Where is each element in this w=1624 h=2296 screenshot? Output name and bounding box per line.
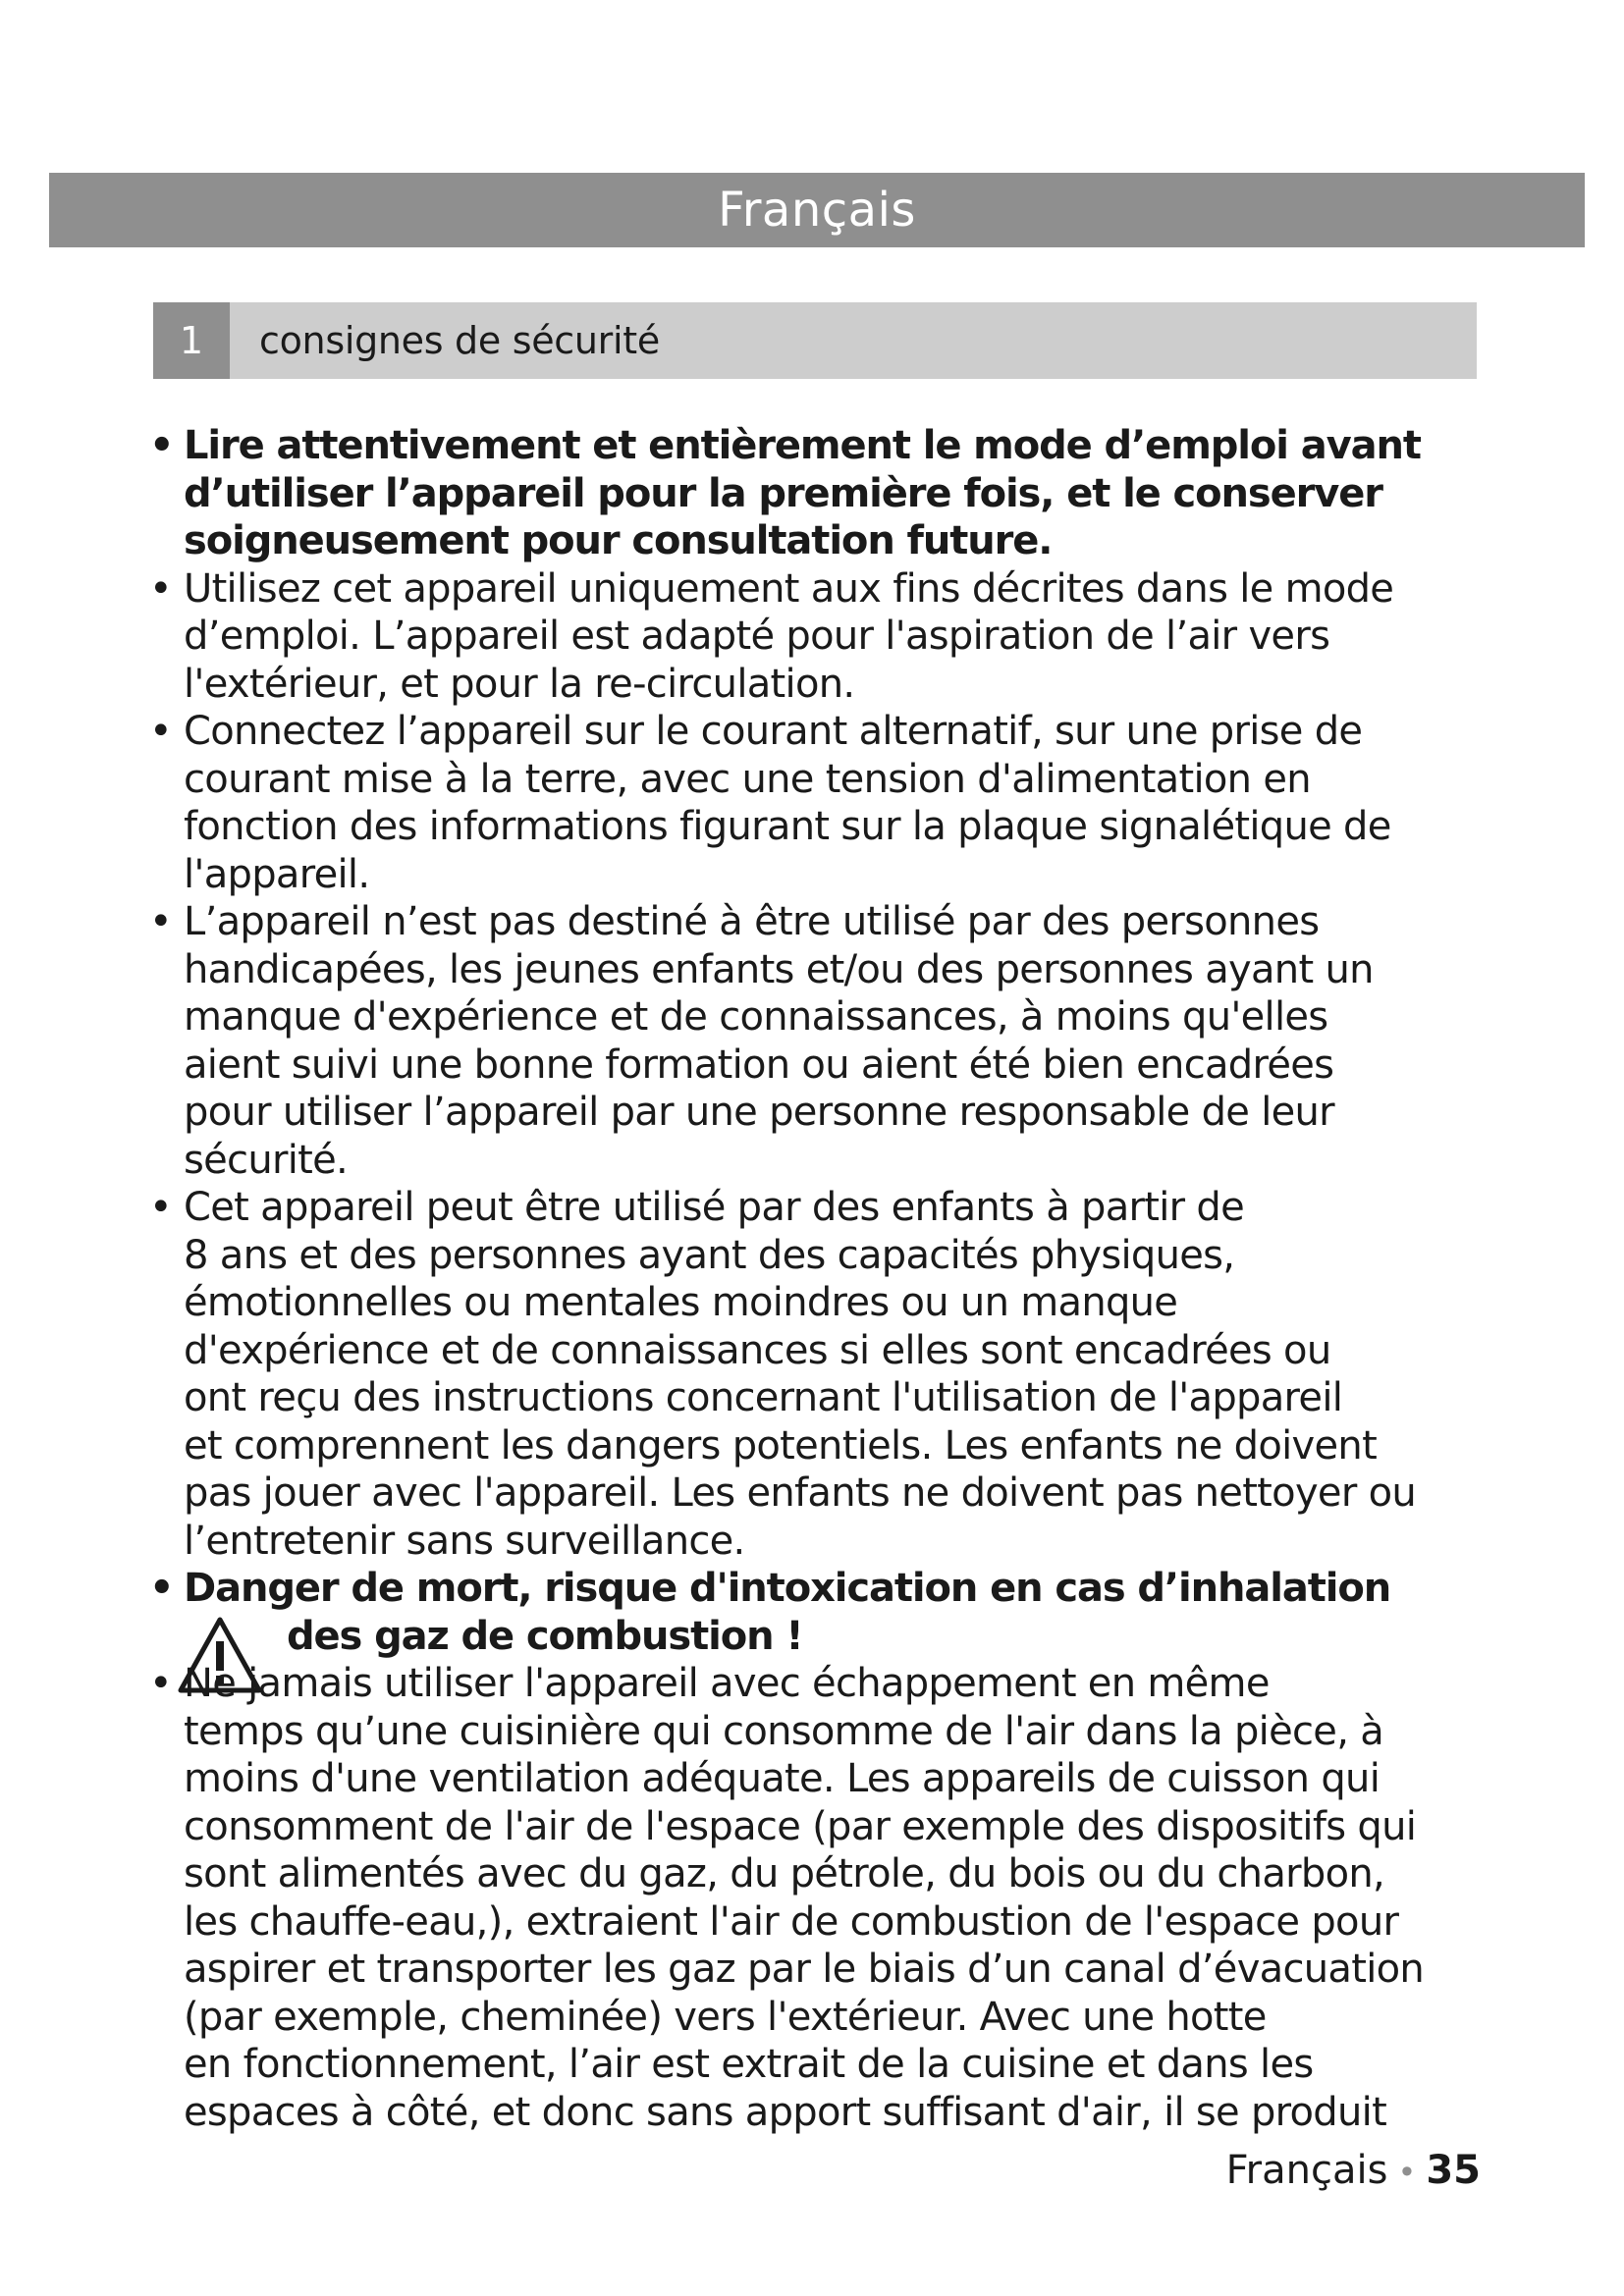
text-line: l'extérieur, et pour la re-circulation. (184, 661, 855, 707)
page-footer (1226, 2148, 1481, 2193)
text-line: et comprennent les dangers potentiels. Les enfants ne doivent (184, 1422, 1378, 1468)
text-line: d’emploi. L’appareil est adapté pour l'aspiration de l’air vers (184, 614, 1330, 659)
section-title: consignes de sécurité (259, 319, 660, 362)
text-line: émotionnelles ou mentales moindres ou un manque (184, 1280, 1178, 1325)
text-line: soigneusement pour consultation future. (184, 518, 1053, 563)
text-line: en fonctionnement, l’air est extrait de la cuisine et dans les (184, 2042, 1314, 2087)
bullet: • (149, 899, 172, 944)
text-line: Cet appareil peut être utilisé par des enfants à partir de (184, 1185, 1245, 1230)
section-number: 1 (153, 302, 230, 379)
bullet: • (149, 1566, 174, 1611)
text-line: les chauffe-eau,), extraient l'air de combustion de l'espace pour (184, 1898, 1399, 1945)
bullet: • (149, 565, 172, 612)
text-line: courant mise à la terre, avec une tension d'alimentation en (184, 756, 1311, 802)
list-item (147, 1660, 1492, 2136)
bullet: • (149, 423, 174, 468)
footer-language: Français (1225, 2148, 1388, 2193)
text-line: pour utiliser l’appareil par une personne responsable de leur (184, 1090, 1334, 1135)
text-line: (par exemple, cheminée) vers l'extérieur. Avec une hotte (184, 1994, 1267, 2040)
text-line: handicapées, les jeunes enfants et/ou des personnes ayant un (184, 946, 1374, 992)
footer-separator: • (1397, 2154, 1417, 2191)
text-line: l’entretenir sans surveillance. (184, 1518, 745, 1564)
text-line: L’appareil n’est pas destiné à être utilisé par des personnes (184, 899, 1320, 944)
text-line: d'expérience et de connaissances si elles sont encadrées ou (184, 1327, 1331, 1373)
text-line: Utilisez cet appareil uniquement aux fins décrites dans le mode (184, 565, 1394, 612)
text-line: fonction des informations figurant sur la plaque signalétique de (184, 804, 1391, 849)
warning-line: Danger de mort, risque d'intoxication en cas d’inhalation (184, 1566, 1391, 1611)
text-line: sont alimentés avec du gaz, du pétrole, du bois ou du charbon, (184, 1851, 1385, 1896)
bullet: • (149, 1185, 172, 1230)
warning-item (147, 1565, 1492, 1660)
text-line: consomment de l'air de l'espace (par exemple des dispositifs qui (184, 1803, 1417, 1849)
text-line: aient suivi une bonne formation ou aient été bien encadrées (184, 1041, 1334, 1088)
text-line: sécurité. (184, 1137, 349, 1183)
bullet: • (149, 709, 172, 754)
text-line: l'appareil. (184, 851, 370, 897)
text-line: temps qu’une cuisinière qui consomme de l'air dans la pièce, à (184, 1708, 1384, 1754)
page-number: 35 (1426, 2148, 1481, 2193)
text-line: Ne jamais utiliser l'appareil avec échappement en même (184, 1661, 1270, 1706)
text-line: Connectez l’appareil sur le courant alternatif, sur une prise de (184, 709, 1363, 754)
safety-list (147, 422, 1492, 2136)
list-item (147, 898, 1492, 1184)
text-line: moins d'une ventilation adéquate. Les appareils de cuisson qui (184, 1756, 1380, 1801)
warning-line: des gaz de combustion ! (287, 1613, 803, 1659)
list-item (147, 565, 1492, 709)
text-line: ont reçu des instructions concernant l'utilisation de l'appareil (184, 1375, 1343, 1420)
text-line: manque d'expérience et de connaissances, à moins qu'elles (184, 994, 1328, 1040)
bullet: • (149, 1661, 172, 1706)
text-line: aspirer et transporter les gaz par le biais d’un canal d’évacuation (184, 1947, 1425, 1992)
text-line: 8 ans et des personnes ayant des capacités physiques, (184, 1232, 1235, 1278)
list-item (147, 422, 1492, 565)
text-line: espaces à côté, et donc sans apport suffisant d'air, il se produit (184, 2089, 1387, 2135)
language-banner (49, 173, 1585, 247)
section-header (153, 302, 1477, 379)
banner-title: Français (718, 183, 916, 238)
text-line: d’utiliser l’appareil pour la première fois, et le conserver (184, 470, 1382, 516)
list-item (147, 1184, 1492, 1565)
list-item (147, 708, 1492, 898)
text-line: Lire attentivement et entièrement le mode d’emploi avant (184, 423, 1421, 468)
text-line: pas jouer avec l'appareil. Les enfants ne doivent pas nettoyer ou (184, 1470, 1417, 1516)
